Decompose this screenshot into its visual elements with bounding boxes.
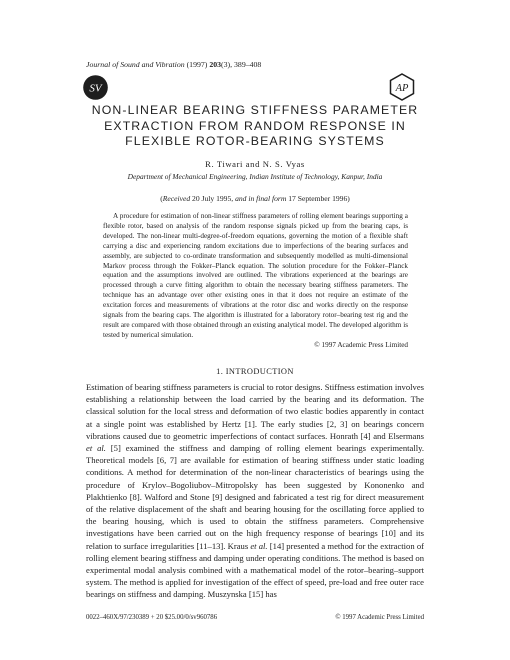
intro-text: [5] examined the stiffness and damping of rolling element bearings experimentally. Theoretical models [6, 7] are available for estimation of bearing stiffness under static loading conditions. A method for determination of the non-linear characteristics of bearings using the procedure of Krylov–Bogoliubov–Mitropolsky has been suggested by Kononenko and Plakhtienko [8]. Walford and Stone [9] designed and fabricated a test rig for direct measurement of the relative displacement of the shaft and bearing housing for the oscillating force applied to the bearing housing, which is used to obtain the stiffness parameters. Comprehensive investigations have been carried out on the high frequency response of bearings [10] and its relation to surface irregularities [11–13]. Kraus	[86, 443, 425, 551]
sv-publisher-logo	[83, 75, 108, 100]
footer-copyright: © 1997 Academic Press Limited	[335, 614, 424, 621]
introduction-paragraph	[86, 381, 424, 601]
final-form-label: and in final form	[235, 194, 287, 203]
journal-name: Journal of Sound and Vibration	[86, 60, 185, 69]
section-heading: 1. INTRODUCTION	[216, 367, 294, 376]
received-open: (	[160, 194, 163, 203]
final-form-date: 17 September 1996)	[286, 194, 350, 203]
abstract-copyright: © 1997 Academic Press Limited	[314, 341, 408, 349]
affiliation: Department of Mechanical Engineering, Indian Institute of Technology, Kanpur, India	[127, 172, 383, 181]
journal-volume: 203	[209, 60, 222, 69]
ap-publisher-logo	[389, 73, 415, 101]
received-label: Received	[162, 194, 191, 203]
received-date: 20 July 1995,	[190, 194, 236, 203]
title-line: FLEXIBLE ROTOR-BEARING SYSTEMS	[125, 134, 385, 148]
journal-reference	[86, 60, 261, 69]
article-title	[60, 103, 450, 150]
abstract: A procedure for estimation of non-linear stiffness parameters of rolling element bearings supporting a flexible rotor, based on analysis of the random response signals picked up from the bearing caps, is developed. The non-linear multi-degree-of-freedom equations, governing the motion of a flexible shaft carrying a disc and experiencing random excitations due to imperfections of the bearing surfaces and assembly, are subjected to co-ordinate transformation and subsequently modelled as multi-dimensional Markov process through the Fokker–Planck equation. The solution procedure for the Fokker–Planck equation and the assumptions involved are outlined. The vibrations experienced at the bearings are processed through a curve fitting algorithm to obtain the necessary bearing stiffness parameters. The technique has an advantage over other existing ones in that it does not require an estimate of the excitation forces and measurements of vibrations at the rotor disc and works directly on the response signals from the bearing caps. The algorithm is illustrated for a laboratory rotor–bearing test rig and the result are compared with those obtained through an existing analytical model. The developed algorithm is tested by numerical simulation.	[103, 212, 408, 339]
authors: R. Tiwari and N. S. Vyas	[205, 159, 305, 169]
intro-text: [14] presented a method for the extraction of rolling element bearing stiffness and damping under operating conditions. The method is based on experimental modal analysis combined with a mathematical model of the rotor–bearing–support system. The method is applied for investigation of the effect of speed, pre-load and free outer race bearings on stiffness and damping. Muszynska [15] has	[86, 540, 424, 600]
et-al: et al.	[250, 540, 268, 551]
title-line: EXTRACTION FROM RANDOM RESPONSE IN	[104, 118, 406, 133]
sv-logo-text: SV	[89, 82, 102, 95]
title-line: NON-LINEAR BEARING STIFFNESS PARAMETER	[91, 103, 419, 117]
intro-text: Estimation of bearing stiffness parameters is crucial to rotor designs. Stiffness estimation involves establishing a relationship between the load carried by the bearing and its deformation. The classical solution for the local stress and deformation of two elastic bodies apparently in contact at a single point was established by Hertz [1]. The early studies [2, 3] on bearings concern vibrations caused due to geometric imperfections of contact surfaces. Honrath [4] and Elsermans	[86, 382, 424, 441]
ap-logo-text: AP	[395, 83, 409, 94]
received-dates	[60, 194, 450, 203]
footer-article-code: 0022–460X/97/230389 + 20 $25.00/0/sv960786	[86, 614, 218, 621]
journal-year: (1997)	[186, 60, 208, 69]
journal-issue-pages: (3), 389–408	[221, 60, 262, 69]
et-al: et al.	[86, 443, 106, 454]
